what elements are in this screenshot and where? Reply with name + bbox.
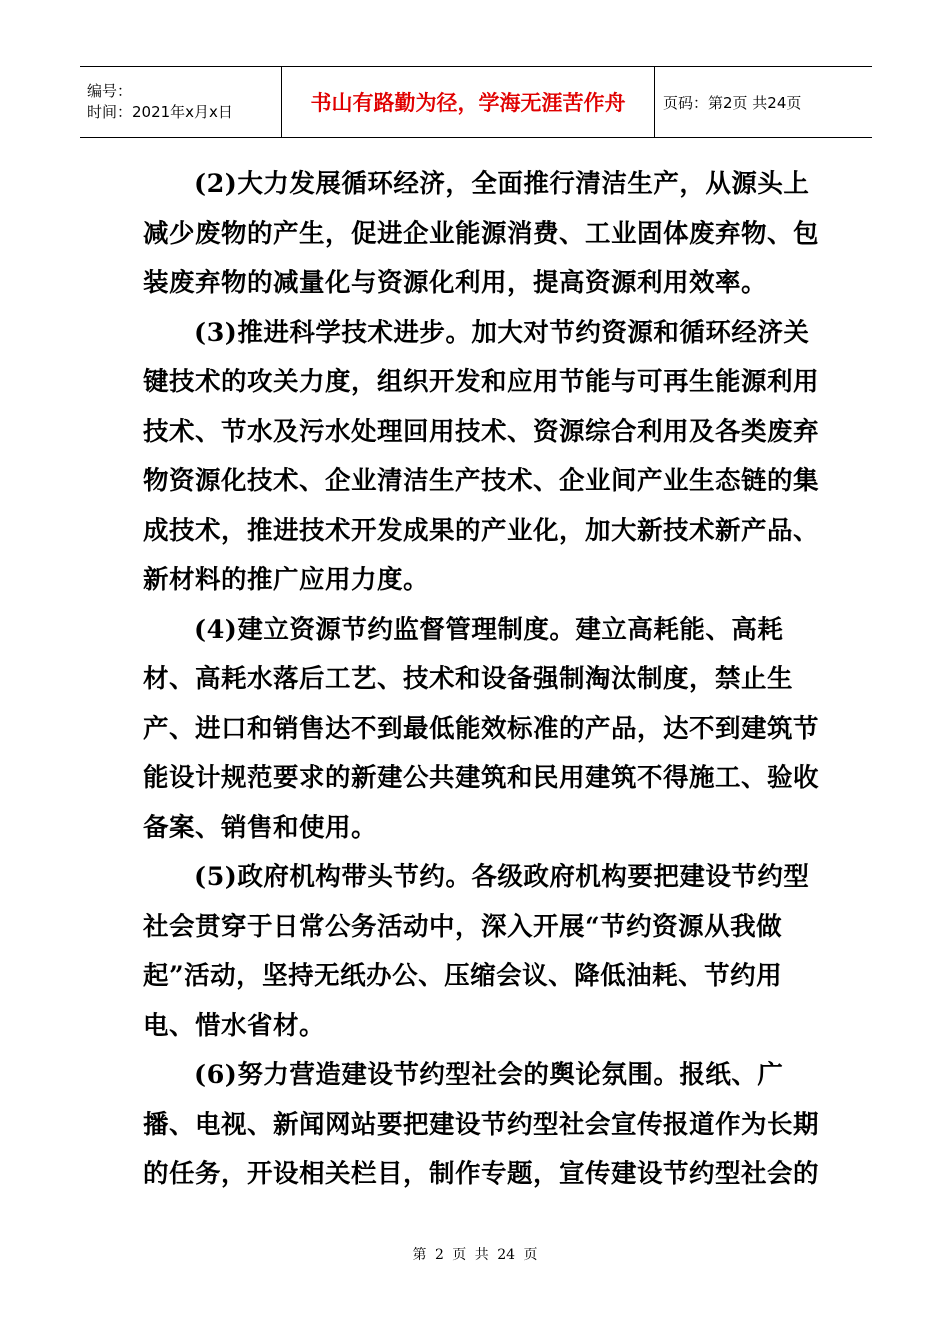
header-meta — [80, 67, 281, 137]
paragraph-5: (5)政府机构带头节约。各级政府机构要把建设节约型社会贯穿于日常公务活动中，深入开展“节约资源从我做起”活动，坚持无纸办公、压缩会议、降低油耗、节约用电、惜水省材。 — [143, 862, 810, 1041]
paragraph-3: (3)推进科学技术进步。加大对节约资源和循环经济关键技术的攻关力度，组织开发和应用节能与可再生能源利用技术、节水及污水处理回用技术、资源综合利用及各类废弃物资源化技术、企业清洁生产技术、企业间产业生态链的集成技术，推进技术开发成果的产业化，加大新技术新产品、新材料的推广应用力度。 — [143, 317, 820, 595]
page-footer — [0, 1244, 950, 1264]
footer-page-number: 第 2 页 共 24 页 — [412, 1247, 538, 1263]
paragraph-2: (2)大力发展循环经济，全面推行清洁生产，从源头上减少废物的产生，促进企业能源消费、工业固体废弃物、包装废弃物的减量化与资源化利用，提高资源利用效率。 — [143, 169, 820, 298]
motto-text: 书山有路勤为径，学海无涯苦作舟 — [310, 91, 626, 115]
document-number-label: 编号： — [87, 82, 133, 100]
document-time-label: 时间：2021年x月x日 — [87, 103, 233, 121]
page-header — [80, 66, 872, 138]
page-info-text: 页码：第2页 共24页 — [663, 93, 802, 112]
paragraph-4: (4)建立资源节约监督管理制度。建立高耗能、高耗材、高耗水落后工艺、技术和设备强制淘汰制度，禁止生产、进口和销售达不到最低能效标准的产品，达不到建筑节能设计规范要求的新建公共建筑和民用建筑不得施工、验收备案、销售和使用。 — [143, 614, 820, 843]
document-body — [143, 160, 823, 1200]
header-motto — [281, 67, 655, 137]
header-page-info — [655, 67, 872, 137]
paragraph-6: (6)努力营造建设节约型社会的舆论氛围。报纸、广播、电视、新闻网站要把建设节约型社会宣传报道作为长期的任务，开设相关栏目，制作专题，宣传建设节约型社会的 — [143, 1060, 820, 1189]
